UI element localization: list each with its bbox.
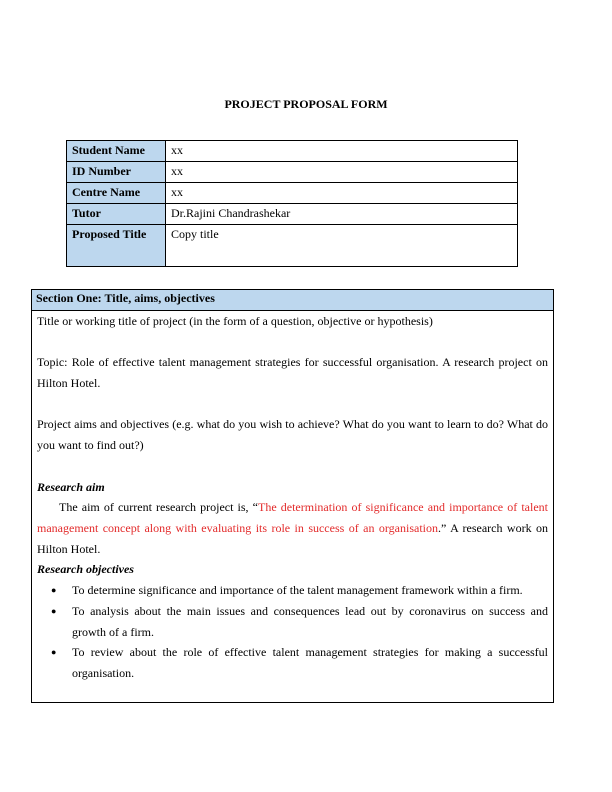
- topic-text: Topic: Role of effective talent management strategies for successful organisation. A research project on Hilton Hotel.: [37, 355, 548, 391]
- bullet-icon: ●: [51, 647, 57, 658]
- table-row: [67, 225, 518, 267]
- student-info-table: [66, 140, 518, 267]
- tutor-value: Dr.Rajini Chandrashekar: [166, 204, 518, 225]
- proposed-title-value: Copy title: [166, 225, 518, 267]
- objective-text: To review about the role of effective talent management strategies for making a successful organisation.: [72, 645, 548, 680]
- table-row: [67, 204, 518, 225]
- tutor-label: Tutor: [67, 204, 166, 225]
- list-item: [37, 642, 548, 683]
- aim-outro: .” A research work on Hilton Hotel.: [37, 520, 548, 556]
- bullet-icon: ●: [51, 605, 57, 616]
- form-title: PROJECT PROPOSAL FORM: [224, 97, 388, 111]
- student-name-label: Student Name: [67, 141, 166, 162]
- id-number-value: xx: [166, 162, 518, 183]
- aims-prompt: Project aims and objectives (e.g. what do you wish to achieve? What do you want to learn to do? What do you want to find out?): [37, 417, 548, 453]
- student-name-value: xx: [166, 141, 518, 162]
- section-one-header: Section One: Title, aims, objectives: [32, 290, 553, 311]
- table-row: [67, 141, 518, 162]
- research-aim-heading: Research aim: [37, 479, 105, 494]
- list-item: [37, 580, 548, 601]
- table-row: [67, 183, 518, 204]
- working-title-prompt: Title or working title of project (in the form of a question, objective or hypothesis): [37, 314, 433, 328]
- objective-text: To analysis about the main issues and consequences lead out by coronavirus on success and growth of a firm.: [72, 603, 548, 639]
- aim-intro: The aim of current research project is, “: [59, 500, 258, 515]
- aim-highlight: The determination of significance and importance of talent management concept along with evaluating its role in success of an organisation: [37, 500, 548, 535]
- objectives-list: [37, 580, 548, 684]
- section-one-box: [31, 289, 554, 703]
- research-objectives-heading: Research objectives: [37, 562, 134, 577]
- table-row: [67, 162, 518, 183]
- centre-name-label: Centre Name: [67, 183, 166, 204]
- section-one-body: [32, 311, 553, 684]
- proposed-title-label: Proposed Title: [67, 225, 166, 267]
- list-item: [37, 601, 548, 642]
- id-number-label: ID Number: [67, 162, 166, 183]
- bullet-icon: ●: [51, 585, 57, 596]
- research-aim-text: [37, 497, 548, 559]
- centre-name-value: xx: [166, 183, 518, 204]
- objective-text: To determine significance and importance of the talent management framework within a firm.: [72, 583, 523, 598]
